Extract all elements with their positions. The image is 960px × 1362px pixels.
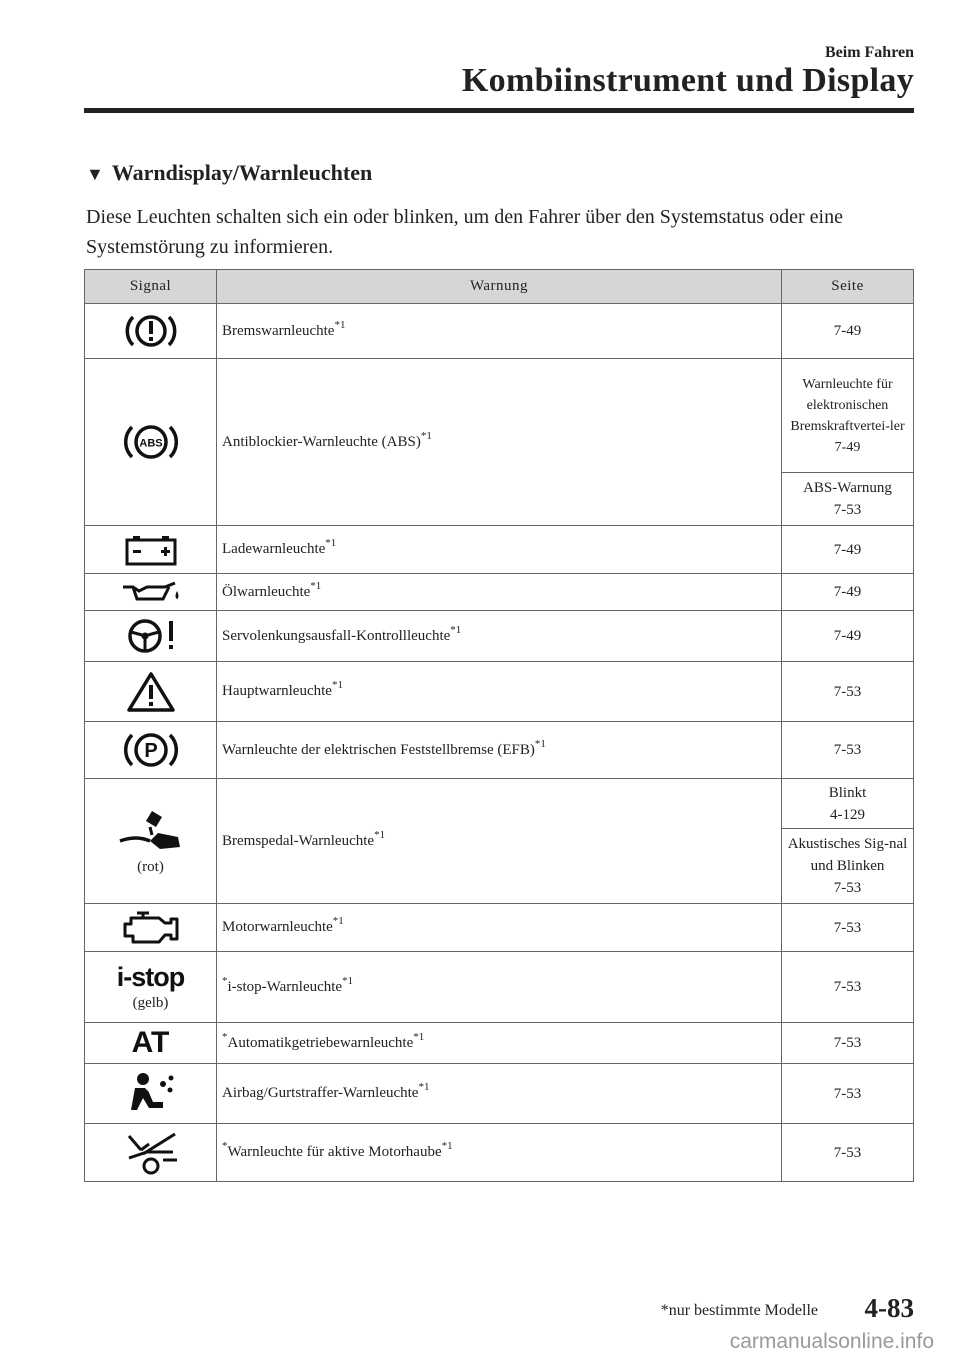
at-warning-icon: AT [131, 1026, 170, 1059]
footnote-ref: *1 [342, 974, 354, 987]
i-stop-warning-icon: i-stop [116, 962, 185, 992]
table-row [85, 526, 914, 574]
warning-label: Bremspedal-Warnleuchte [222, 832, 375, 849]
page-cell: 7-53 [782, 1023, 914, 1064]
model-marker: * [222, 1030, 228, 1043]
signal-cell [85, 779, 217, 904]
footnote-ref: *1 [420, 429, 432, 442]
table-row [85, 779, 914, 829]
signal-cell [85, 526, 217, 574]
svg-text:ABS: ABS [138, 437, 163, 450]
engine-warning-icon [119, 909, 183, 947]
signal-cell [85, 1023, 217, 1064]
active-bonnet-warning-icon [121, 1130, 181, 1176]
footnote-ref: *1 [332, 915, 344, 927]
warning-label: Warnleuchte für aktive Motorhaube [227, 1144, 442, 1160]
warning-label: Hauptwarnleuchte [222, 683, 332, 699]
warning-label: Bremswarnleuchte [222, 322, 335, 339]
table-header-row [85, 270, 914, 304]
footnote-ref: *1 [334, 318, 346, 331]
brake-warning-icon [123, 311, 179, 351]
header-signal: Signal [85, 270, 217, 304]
page-title: Kombiinstrument und Display [461, 62, 914, 99]
header-rule [84, 108, 914, 113]
footnote-ref: *1 [413, 1030, 425, 1043]
page-cell [782, 829, 914, 904]
page-note: ABS-Warnung [803, 480, 892, 496]
table-row [85, 952, 914, 1023]
footnote-ref: *1 [331, 679, 343, 691]
warning-cell [217, 359, 782, 526]
page-cell: 7-49 [782, 526, 914, 574]
signal-cell [85, 952, 217, 1023]
page-cell: 7-53 [782, 952, 914, 1023]
page-cell: 7-53 [782, 1124, 914, 1182]
brake-pedal-warning-icon [116, 807, 186, 853]
master-warning-icon [125, 670, 177, 714]
section-label: Beim Fahren [824, 44, 914, 61]
footnote-ref: *1 [441, 1140, 453, 1152]
warning-label: Ladewarnleuchte [222, 541, 326, 557]
warning-label: Antiblockier-Warnleuchte (ABS) [222, 433, 421, 450]
page-cell [782, 359, 914, 473]
warning-cell [217, 779, 782, 904]
signal-cell [85, 722, 217, 779]
warning-cell [217, 662, 782, 722]
page-cell: 7-49 [782, 304, 914, 359]
footnote-ref: *1 [450, 623, 462, 636]
warning-cell [217, 304, 782, 359]
footnote-ref: *1 [310, 579, 322, 592]
warning-label: Ölwarnleuchte [222, 583, 311, 600]
page-note: Blinkt [828, 784, 867, 801]
signal-color-note: (gelb) [132, 995, 169, 1011]
table-row [85, 359, 914, 473]
table-row [85, 611, 914, 662]
page-ref: 7-53 [833, 880, 862, 896]
page-note: Warnleuchte für elektronischen Bremskraftvertei-ler [790, 376, 905, 434]
signal-cell [85, 1064, 217, 1124]
battery-warning-icon [123, 533, 179, 567]
warning-label: Warnleuchte der elektrischen Feststellbremse (EFB) [222, 741, 535, 758]
warning-cell [217, 1124, 782, 1182]
table-row [85, 662, 914, 722]
parking-brake-warning-icon [121, 728, 181, 772]
warning-label: Servolenkungsausfall-Kontrollleuchte [222, 627, 451, 644]
signal-cell [85, 359, 217, 526]
warning-cell [217, 952, 782, 1023]
abs-warning-icon [121, 420, 181, 464]
table-row [85, 904, 914, 952]
airbag-warning-icon [123, 1070, 179, 1118]
table-row [85, 304, 914, 359]
warning-cell [217, 1064, 782, 1124]
signal-cell [85, 662, 217, 722]
signal-cell [85, 611, 217, 662]
warning-cell [217, 611, 782, 662]
signal-color-note: (rot) [137, 858, 164, 875]
warning-table [84, 269, 914, 1182]
page-cell [782, 779, 914, 829]
signal-cell [85, 574, 217, 611]
triangle-marker: ▼ [86, 164, 104, 184]
watermark: carmanualsonline.info [729, 1330, 934, 1353]
footnote-ref: *1 [418, 1081, 430, 1093]
page-ref: 7-53 [833, 502, 862, 518]
table-row [85, 574, 914, 611]
model-marker: * [222, 974, 228, 987]
page-number: 4-83 [864, 1293, 914, 1323]
footnote-ref: *1 [325, 537, 337, 549]
signal-cell [85, 304, 217, 359]
section-heading [86, 160, 372, 186]
page-ref: 7-49 [834, 439, 861, 455]
footnote: *nur bestimmte Modelle [660, 1302, 818, 1319]
page-note: Akustisches Sig-nal und Blinken [787, 836, 908, 874]
table-row [85, 1023, 914, 1064]
warning-cell [217, 1023, 782, 1064]
table-row [85, 1064, 914, 1124]
warning-label: i-stop-Warnleuchte [227, 978, 343, 995]
warning-label: Airbag/Gurtstraffer-Warnleuchte [222, 1085, 419, 1101]
warning-cell [217, 722, 782, 779]
page-cell [782, 473, 914, 526]
header-warning: Warnung [217, 270, 782, 304]
page-cell: 7-49 [782, 574, 914, 611]
table-row [85, 1124, 914, 1182]
page-cell: 7-53 [782, 1064, 914, 1124]
warning-label: Automatikgetriebewarnleuchte [227, 1034, 414, 1051]
model-marker: * [222, 1140, 228, 1152]
intro-paragraph: Diese Leuchten schalten sich ein oder blinken, um den Fahrer über den Systemstatus oder eine Systemstörung zu informieren. [86, 206, 843, 258]
page-cell: 7-53 [782, 904, 914, 952]
table-row [85, 722, 914, 779]
warning-cell [217, 904, 782, 952]
power-steering-warning-icon [121, 616, 181, 656]
oil-warning-icon [119, 579, 183, 605]
page-cell: 7-53 [782, 722, 914, 779]
svg-text:P: P [143, 740, 158, 762]
warning-cell [217, 574, 782, 611]
warning-cell [217, 526, 782, 574]
page-cell: 7-53 [782, 662, 914, 722]
footnote-ref: *1 [534, 737, 546, 750]
header-page: Seite [782, 270, 914, 304]
footnote-ref: *1 [374, 828, 386, 841]
section-heading-text: Warndisplay/Warnleuchten [111, 160, 373, 185]
signal-cell [85, 1124, 217, 1182]
page-cell: 7-49 [782, 611, 914, 662]
signal-cell [85, 904, 217, 952]
warning-label: Motorwarnleuchte [222, 919, 333, 935]
page-ref: 4-129 [830, 806, 865, 823]
